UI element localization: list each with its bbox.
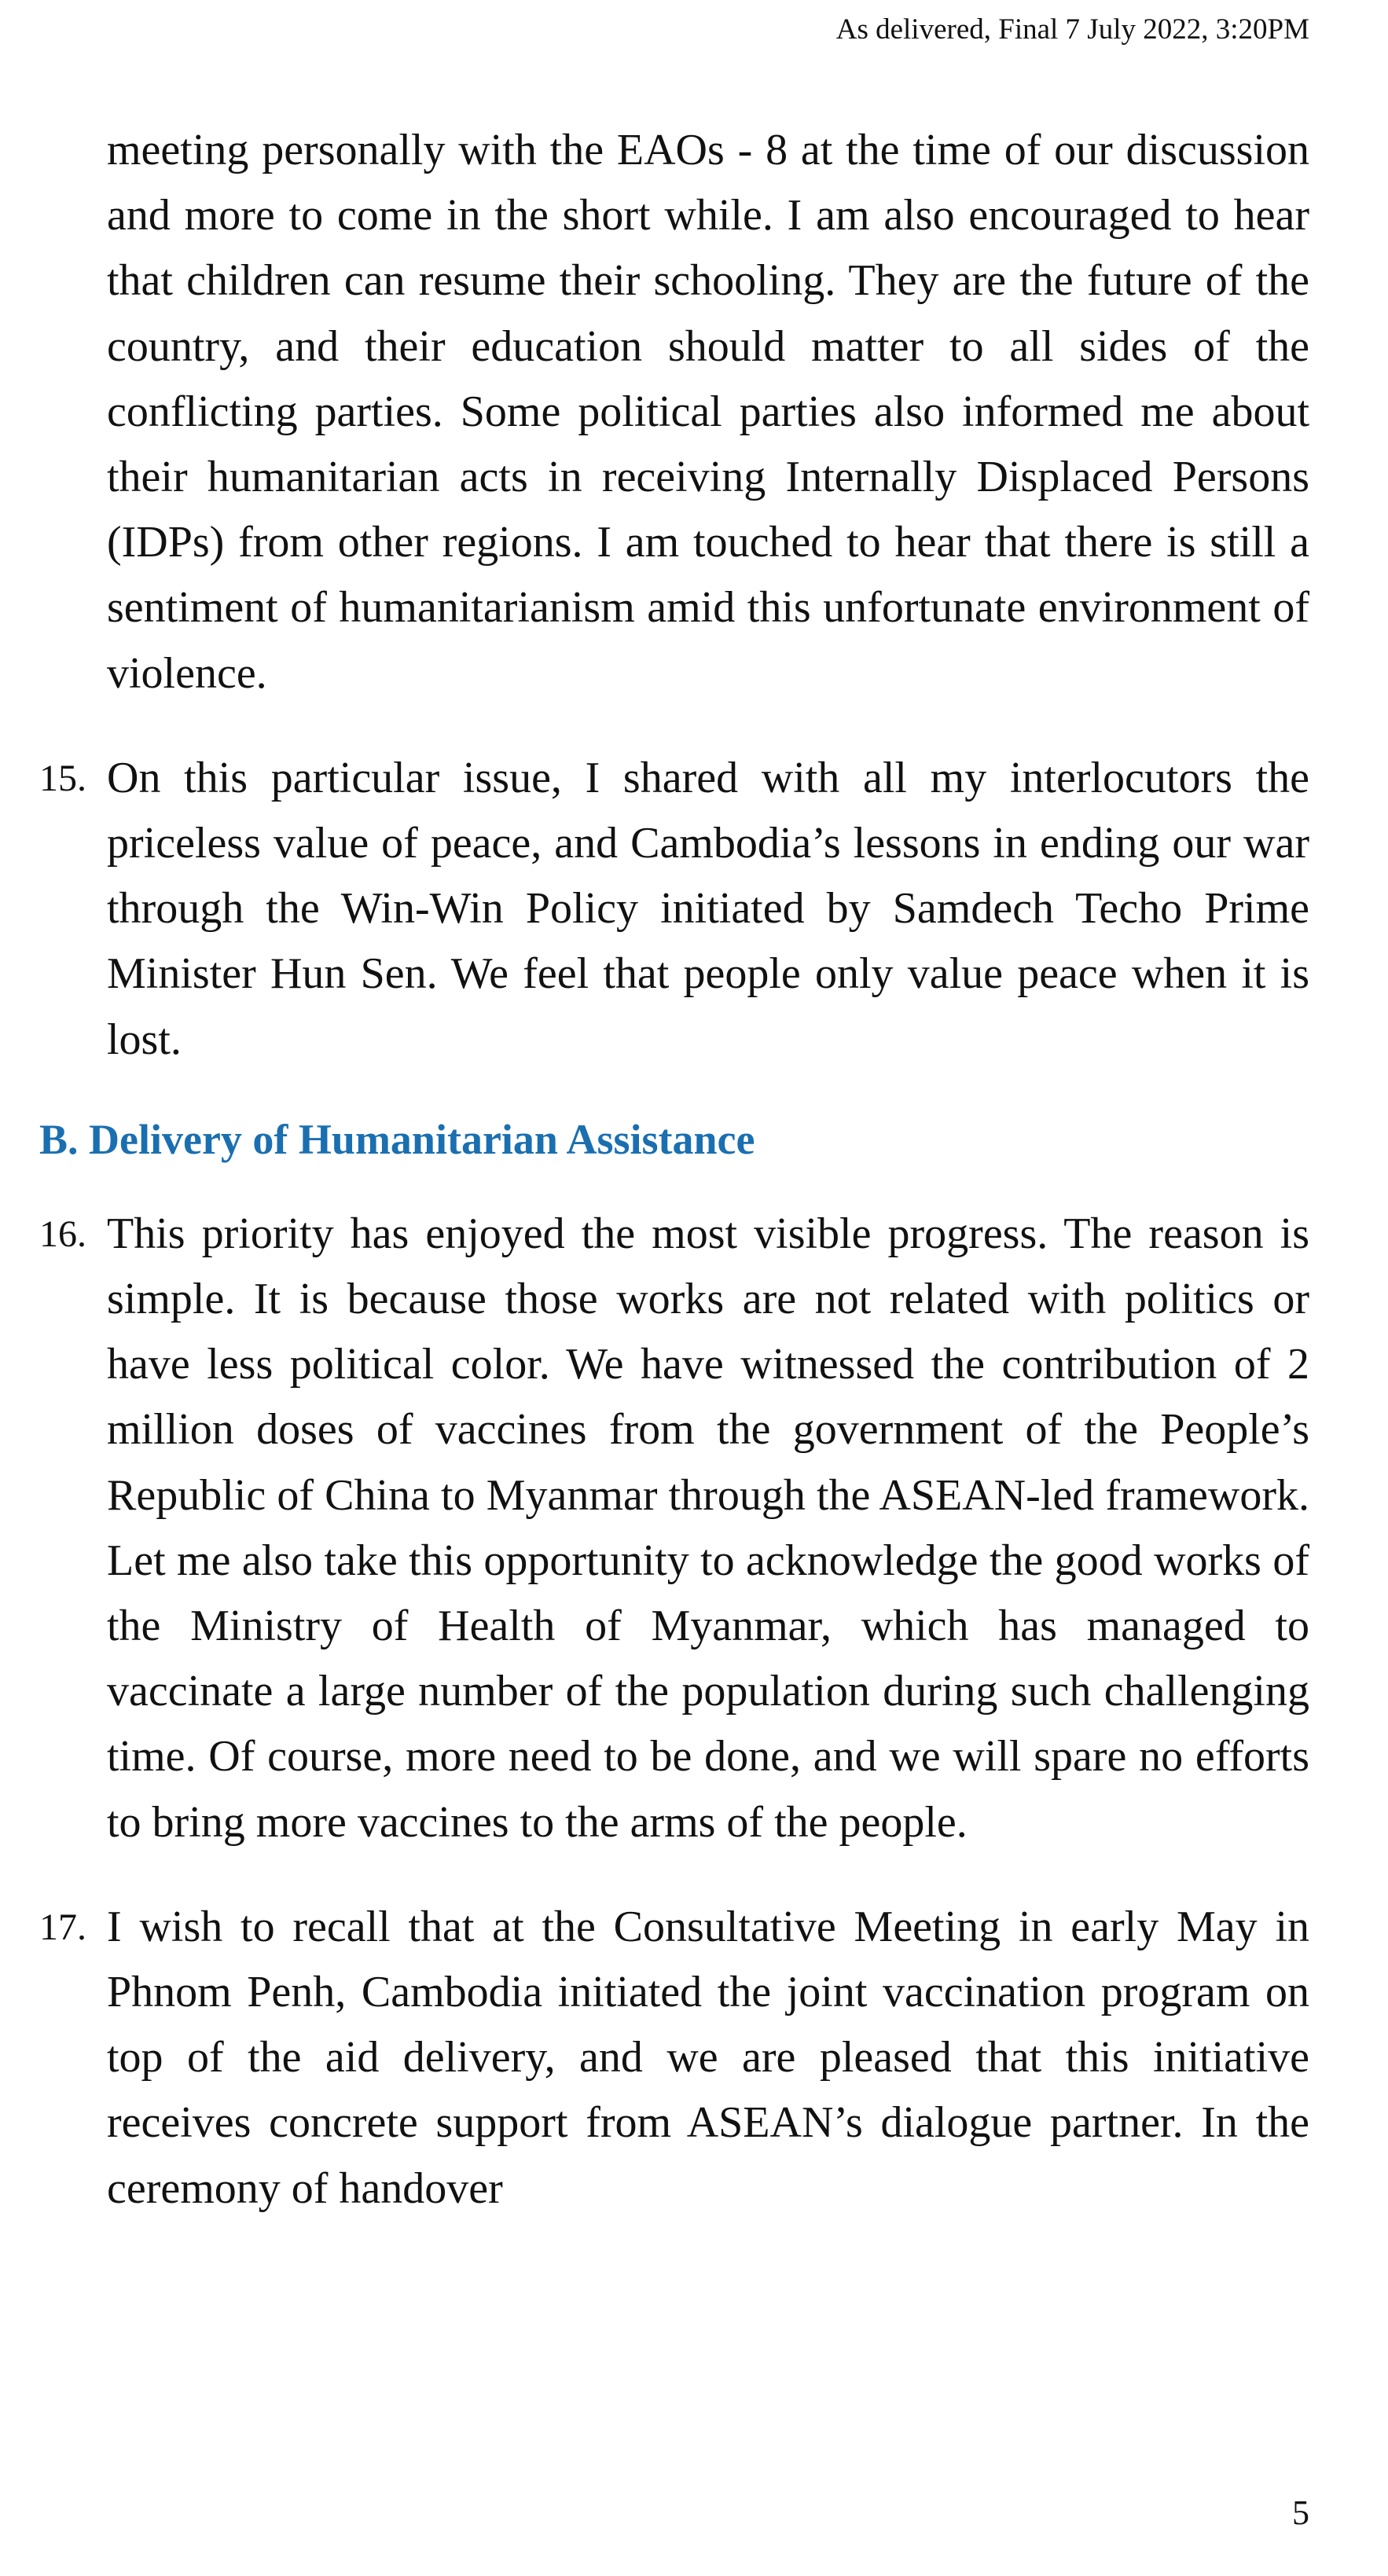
- paragraph-15: [39, 746, 1309, 1073]
- continued-paragraph: meeting personally with the EAOs - 8 at the time of our discussion and more to come in the short while. I am also encouraged to hear that children can resume their schooling. They are the future of the country, and their education should matter to all sides of the conflicting parties. Some political parties also informed me about their humanitarian acts in receiving Internally Displaced Persons (IDPs) from other regions. I am touched to hear that there is still a sentiment of humanitarianism amid this unfortunate environment of violence.: [107, 126, 1309, 698]
- header-timestamp: As delivered, Final 7 July 2022, 3:20PM: [835, 13, 1309, 46]
- paragraph-text: On this particular issue, I shared with all my interlocutors the priceless value of peace, and Cambodia’s lessons in ending our war through the Win-Win Policy initiated by Samdech Techo Prime Minister Hun Sen. We feel that people only value peace when it is lost.: [107, 753, 1309, 1064]
- paragraph-text: I wish to recall that at the Consultative Meeting in early May in Phnom Penh, Cambodia initiated the joint vaccination program on top of the aid delivery, and we are pleased that this initiative receives concrete support from ASEAN’s dialogue partner. In the ceremony of handover: [107, 1902, 1309, 2213]
- document-body: [39, 118, 1309, 2222]
- paragraph-number: 15.: [39, 757, 86, 799]
- section-heading: B. Delivery of Humanitarian Assistance: [39, 1115, 755, 1163]
- paragraph-17: [39, 1895, 1309, 2222]
- paragraph-16: [39, 1202, 1309, 1855]
- paragraph-number: 16.: [39, 1213, 86, 1255]
- page-number: 5: [1292, 2493, 1309, 2532]
- paragraph-number: 17.: [39, 1906, 86, 1948]
- paragraph-text: This priority has enjoyed the most visible progress. The reason is simple. It is because those works are not related with politics or have less political color. We have witnessed the contribution of 2 million doses of vaccines from the government of the People’s Republic of China to Myanmar through the ASEAN-led framework. Let me also take this opportunity to acknowledge the good works of the Ministry of Health of Myanmar, which has managed to vaccinate a large number of the population during such challenging time. Of course, more need to be done, and we will spare no efforts to bring more vaccines to the arms of the people.: [107, 1209, 1309, 1847]
